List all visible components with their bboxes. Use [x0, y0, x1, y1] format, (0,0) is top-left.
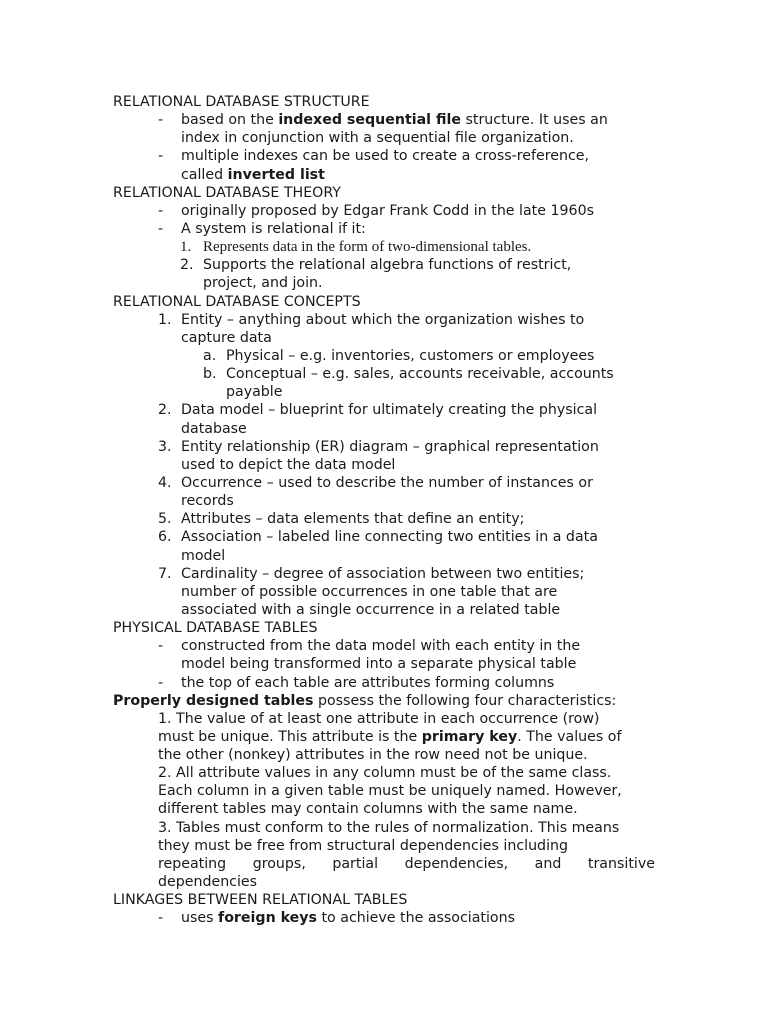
list-number: 6. [158, 529, 172, 546]
list-item-text: Cardinality – degree of association between two entities; [181, 565, 585, 582]
bullet-text: the top of each table are attributes forming columns [181, 674, 555, 691]
bullet-dash: - [158, 220, 164, 237]
bullet-text: constructed from the data model with each entity in the [181, 638, 581, 655]
list-item-text: Data model – blueprint for ultimately creating the physical [181, 402, 598, 419]
list-item-text: Entity – anything about which the organization wishes to [181, 311, 585, 328]
list-item-text: Attributes – data elements that define an entity; [181, 511, 525, 528]
bullet-text: uses foreign keys to achieve the associations [181, 910, 515, 927]
section-heading-theory: RELATIONAL DATABASE THEORY [113, 184, 341, 201]
list-number: 2. [158, 402, 172, 419]
list-item-text-continued: capture data [181, 329, 272, 346]
list-item-text: Supports the relational algebra functions of restrict, [203, 257, 572, 274]
list-number: 1. [180, 239, 192, 256]
characteristic-text: must be unique. This attribute is the primary key. The values of [158, 728, 622, 745]
list-item-text-continued: project, and join. [203, 275, 323, 292]
list-item-text-continued: number of possible occurrences in one table that are [181, 583, 558, 600]
section-heading-structure: RELATIONAL DATABASE STRUCTURE [113, 94, 370, 110]
sublist-item-text-continued: payable [226, 384, 283, 401]
document-page [0, 93, 768, 927]
bullet-text: based on the indexed sequential file structure. It uses an [181, 112, 608, 129]
list-number: 5. [158, 511, 172, 528]
word: transitive [587, 855, 655, 872]
list-number: 4. [158, 474, 172, 491]
properly-designed-intro: Properly designed tables possess the following four characteristics: [113, 692, 617, 709]
bullet-text-continued: index in conjunction with a sequential file organization. [181, 130, 574, 147]
list-item-text: Represents data in the form of two-dimensional tables. [203, 239, 532, 256]
characteristic-text: different tables may contain columns with the same name. [158, 801, 578, 818]
characteristic-text: dependencies [158, 874, 258, 891]
list-item-text-continued: database [181, 420, 247, 437]
bullet-dash: - [158, 910, 164, 927]
characteristic-text: 2. All attribute values in any column must be of the same class. [158, 765, 612, 782]
word: dependencies, [404, 855, 509, 872]
bullet-dash: - [158, 674, 164, 691]
characteristic-text: Each column in a given table must be uniquely named. However, [158, 783, 622, 800]
list-item-text: Association – labeled line connecting two entities in a data [181, 529, 598, 546]
bullet-dash: - [158, 202, 164, 219]
sublist-item-text: Conceptual – e.g. sales, accounts receivable, accounts [226, 366, 614, 383]
word: and [534, 855, 562, 872]
characteristic-text: the other (nonkey) attributes in the row need not be unique. [158, 747, 588, 764]
bullet-text-continued: model being transformed into a separate physical table [181, 656, 577, 673]
list-number: 7. [158, 565, 172, 582]
characteristic-text-justified [158, 855, 655, 873]
list-item-text-continued: used to depict the data model [181, 456, 396, 473]
word: partial [332, 855, 379, 872]
sublist-letter: a. [203, 347, 217, 364]
bullet-dash: - [158, 112, 164, 129]
list-item-text: Occurrence – used to describe the number of instances or [181, 474, 593, 491]
list-item-text-continued: records [181, 493, 234, 510]
list-item-text: Entity relationship (ER) diagram – graphical representation [181, 438, 599, 455]
list-item-text-continued: model [181, 547, 226, 564]
section-heading-linkages: LINKAGES BETWEEN RELATIONAL TABLES [113, 892, 408, 909]
sublist-item-text: Physical – e.g. inventories, customers or employees [226, 347, 595, 364]
word: groups, [252, 855, 306, 872]
section-heading-physical: PHYSICAL DATABASE TABLES [113, 620, 318, 637]
bullet-dash: - [158, 638, 164, 655]
bullet-text-continued: called inverted list [181, 166, 325, 183]
bullet-text: originally proposed by Edgar Frank Codd in the late 1960s [181, 202, 594, 219]
bullet-dash: - [158, 148, 164, 165]
bullet-text: A system is relational if it: [181, 220, 366, 237]
word: repeating [158, 855, 227, 872]
list-number: 3. [158, 438, 172, 455]
sublist-letter: b. [203, 366, 217, 383]
list-number: 2. [180, 257, 194, 274]
characteristic-text: 3. Tables must conform to the rules of normalization. This means [158, 819, 620, 836]
list-item-text-continued: associated with a single occurrence in a related table [181, 601, 561, 618]
bullet-text: multiple indexes can be used to create a cross-reference, [181, 148, 589, 165]
characteristic-text: they must be free from structural dependencies including [158, 837, 569, 854]
characteristic-text: 1. The value of at least one attribute in each occurrence (row) [158, 710, 600, 727]
list-number: 1. [158, 311, 172, 328]
section-heading-concepts: RELATIONAL DATABASE CONCEPTS [113, 293, 361, 310]
